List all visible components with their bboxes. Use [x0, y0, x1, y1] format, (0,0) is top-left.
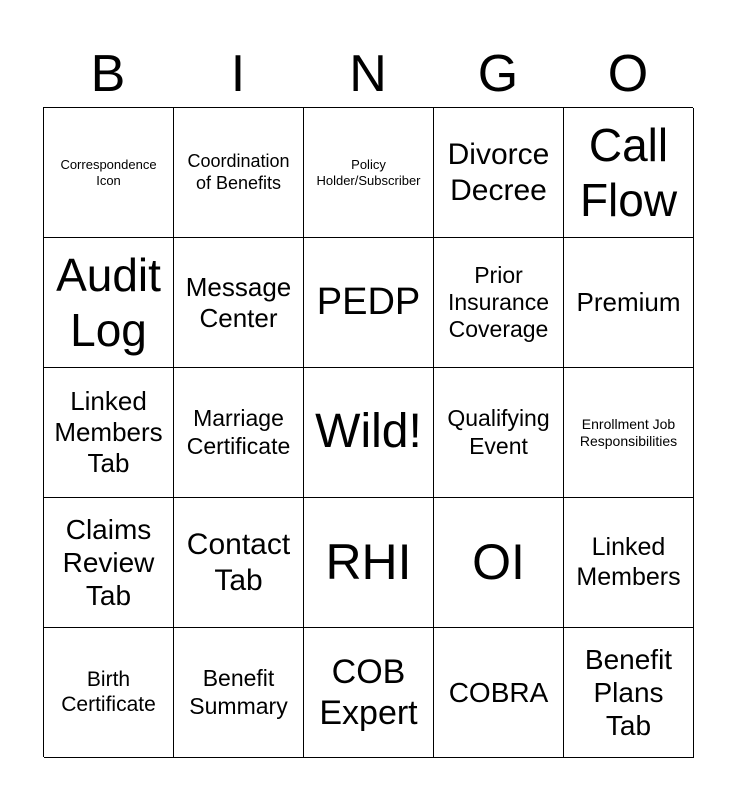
bingo-cell[interactable]	[174, 108, 304, 238]
cell-label: Marriage Certificate	[186, 405, 291, 459]
cell-label: Qualifying Event	[447, 405, 550, 459]
cell-label: Birth Certificate	[61, 667, 156, 716]
cell-label: Coordination of Benefits	[187, 151, 290, 193]
cell-label: Audit Log	[56, 249, 161, 356]
cell-label: Benefit Plans Tab	[584, 643, 673, 742]
cell-label: COBRA	[448, 676, 549, 708]
cell-label: RHI	[325, 534, 412, 590]
cell-label: Message Center	[185, 271, 292, 333]
cell-label: Divorce Decree	[447, 138, 550, 207]
cell-label: Linked Members Tab	[54, 386, 163, 478]
cell-label: Wild!	[315, 405, 422, 459]
bingo-cell[interactable]	[174, 368, 304, 498]
bingo-cell[interactable]	[434, 498, 564, 628]
bingo-cell[interactable]	[434, 628, 564, 758]
cell-label: Enrollment Job Responsibilities	[579, 415, 678, 449]
cell-label: Linked Members	[576, 533, 681, 591]
bingo-cell[interactable]	[44, 368, 174, 498]
bingo-cell[interactable]	[434, 238, 564, 368]
bingo-cell[interactable]	[304, 108, 434, 238]
bingo-cell[interactable]	[564, 498, 694, 628]
cell-label: Benefit Summary	[189, 665, 288, 719]
bingo-header	[43, 40, 693, 108]
cell-label: Prior Insurance Coverage	[447, 261, 549, 343]
bingo-cell[interactable]	[44, 238, 174, 368]
header-letter-i: I	[230, 45, 246, 103]
bingo-cell[interactable]	[304, 238, 434, 368]
cell-label: Call Flow	[579, 119, 678, 226]
bingo-cell[interactable]	[44, 108, 174, 238]
bingo-cell[interactable]	[434, 368, 564, 498]
cell-label: Policy Holder/Subscriber	[316, 157, 421, 188]
bingo-board	[43, 107, 693, 757]
bingo-cell[interactable]	[174, 628, 304, 758]
bingo-cell[interactable]	[304, 628, 434, 758]
cell-label: Correspondence Icon	[60, 157, 157, 188]
cell-label: PEDP	[316, 281, 421, 324]
header-letter-o: O	[607, 45, 649, 103]
cell-label: Claims Review Tab	[62, 513, 155, 612]
bingo-cell[interactable]	[174, 498, 304, 628]
header-letter-n: N	[349, 45, 387, 103]
bingo-cell[interactable]	[564, 238, 694, 368]
cell-label: OI	[472, 534, 525, 590]
bingo-cell[interactable]	[44, 628, 174, 758]
header-letter-b: B	[90, 45, 126, 103]
bingo-cell[interactable]	[434, 108, 564, 238]
cell-label: Contact Tab	[186, 528, 291, 597]
free-space-cell[interactable]	[304, 368, 434, 498]
bingo-cell[interactable]	[564, 108, 694, 238]
bingo-cell[interactable]	[564, 368, 694, 498]
header-letter-g: G	[477, 45, 519, 103]
bingo-cell[interactable]	[174, 238, 304, 368]
bingo-cell[interactable]	[564, 628, 694, 758]
bingo-cell[interactable]	[304, 498, 434, 628]
cell-label: Premium	[576, 287, 681, 318]
bingo-cell[interactable]	[44, 498, 174, 628]
cell-label: COB Expert	[319, 653, 418, 732]
